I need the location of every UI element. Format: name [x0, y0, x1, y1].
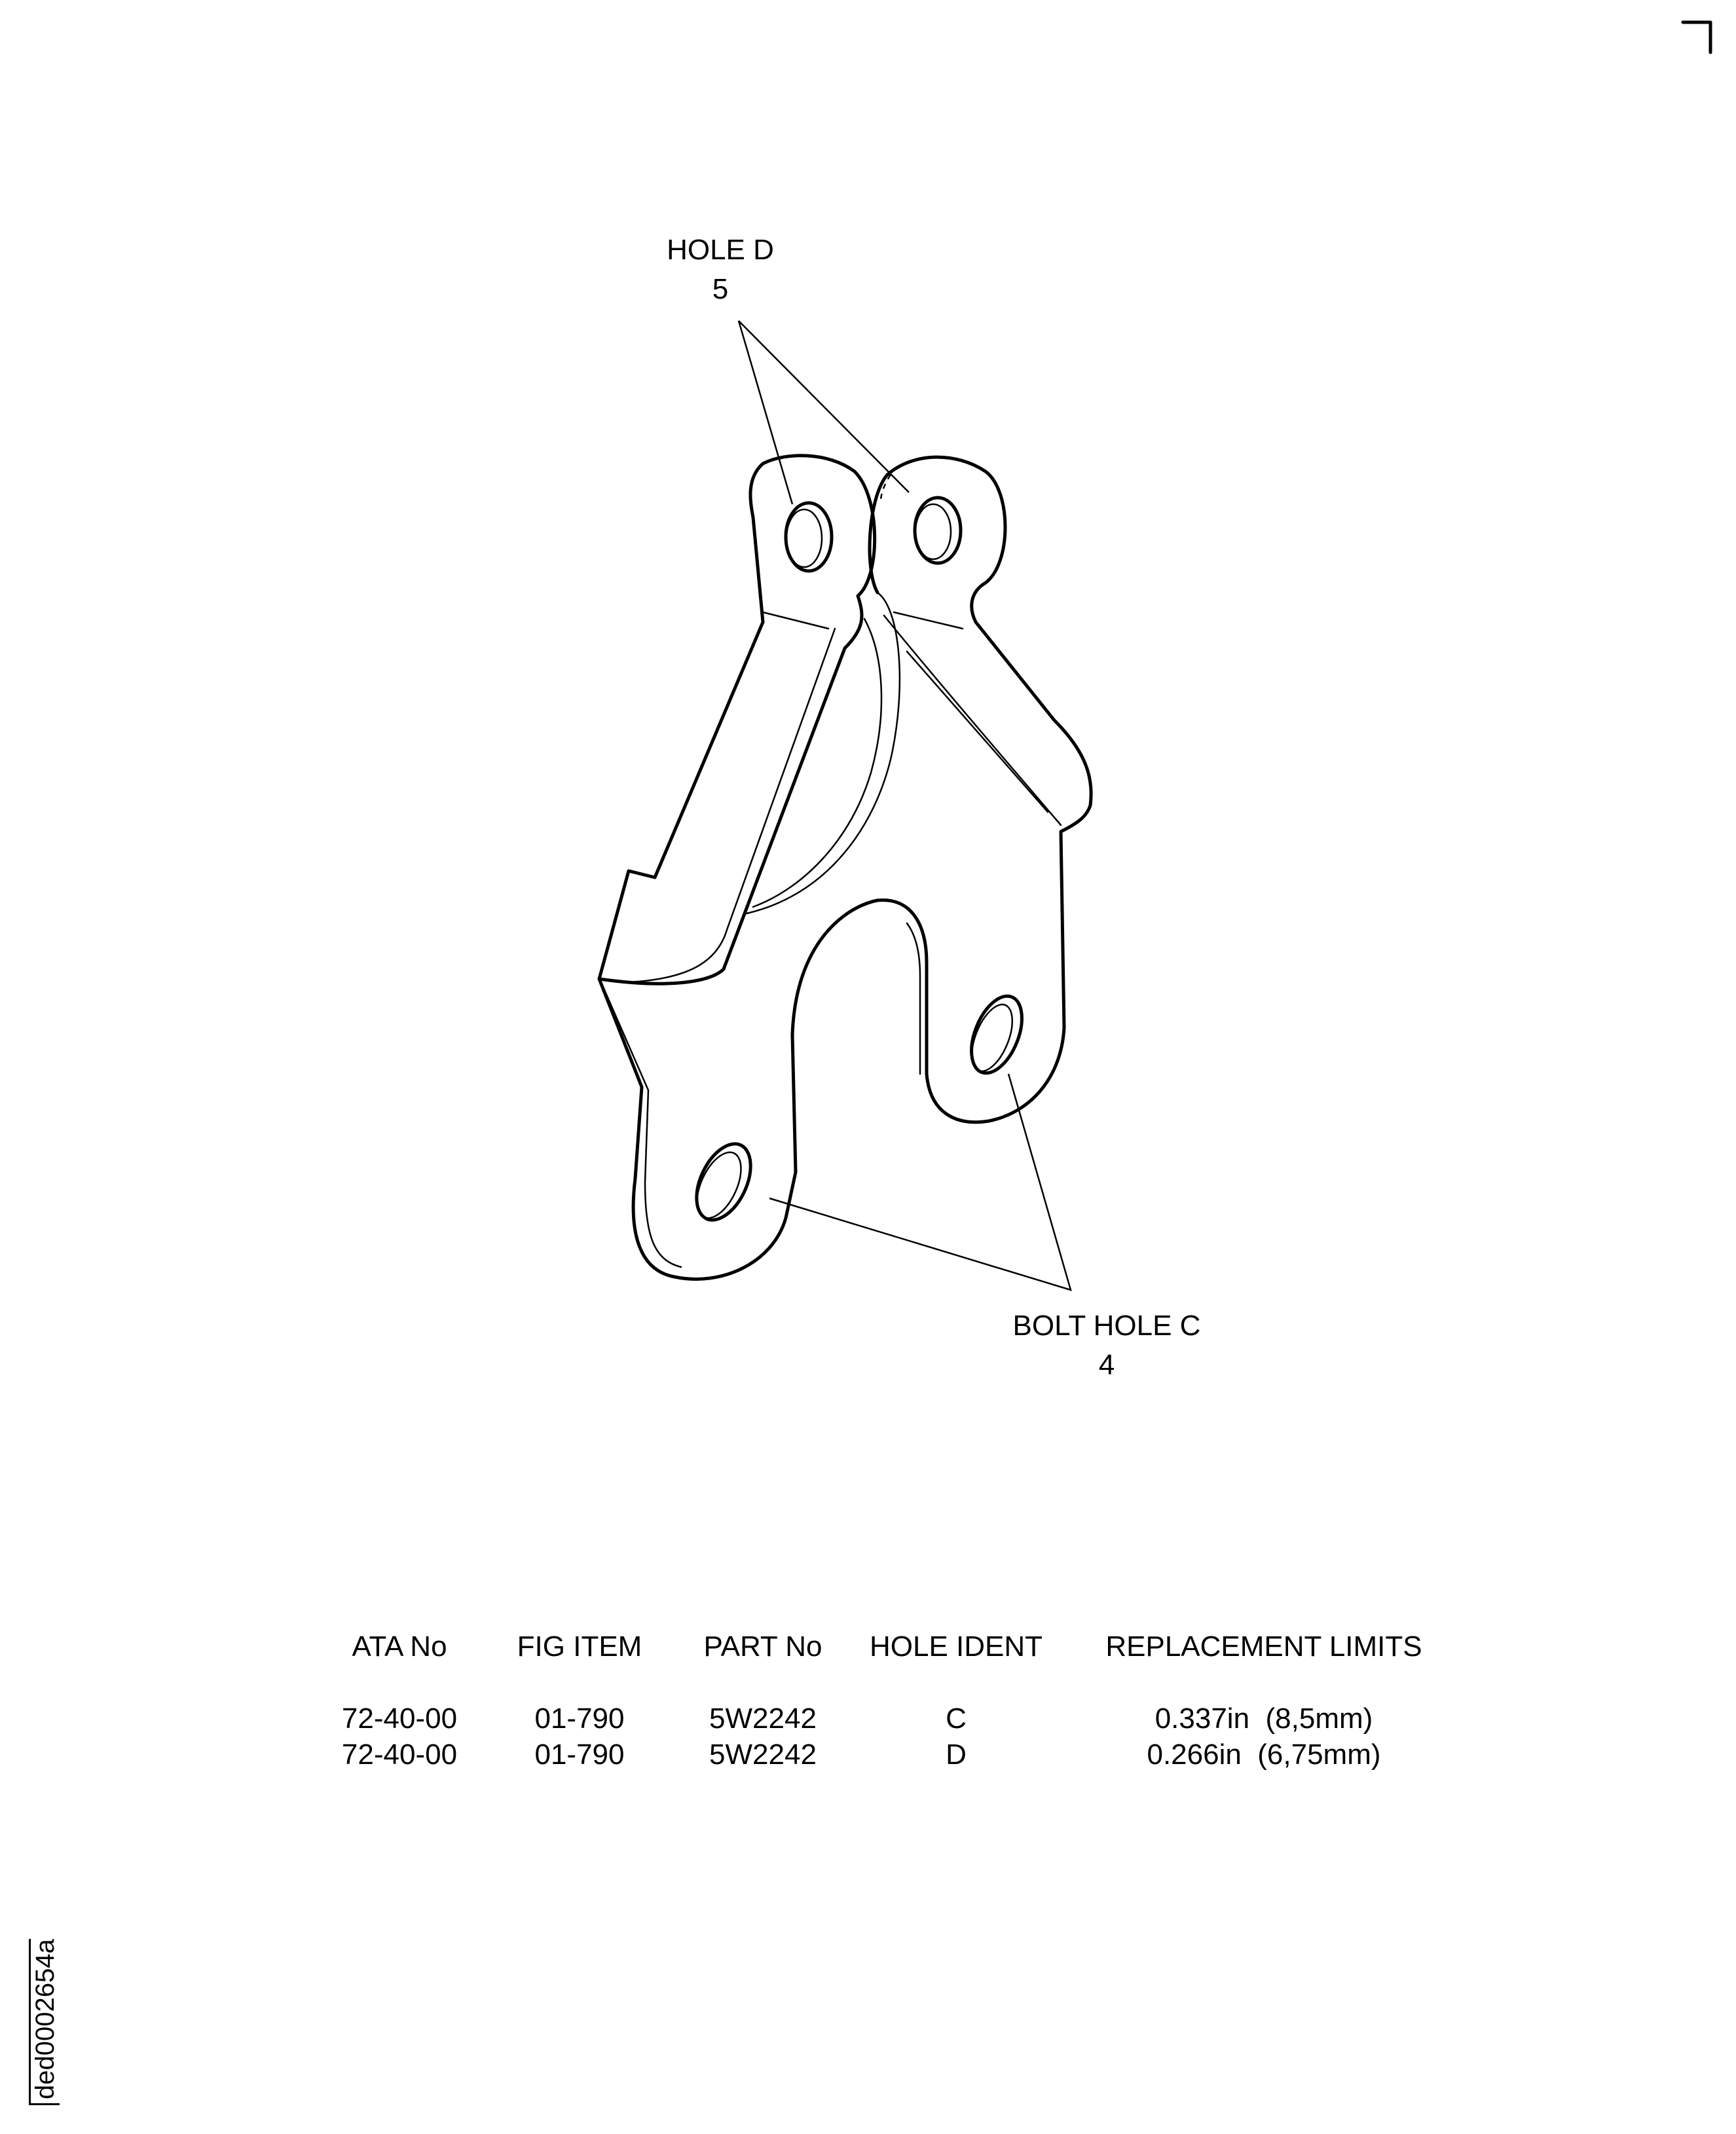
callout-hole-d-title: HOLE D: [667, 234, 774, 266]
right-arm-fold-line: [894, 612, 963, 629]
callout-hole-d-number: 5: [712, 273, 729, 305]
lower-body-edge: [602, 985, 681, 1267]
document-id: ded0002654a: [29, 1939, 60, 2105]
right-arm-edge: [884, 616, 1061, 825]
cell-ata-no: 72-40-00: [341, 1702, 458, 1735]
callout-bolt-hole-c-number: 4: [1098, 1349, 1115, 1381]
left-arm-edge: [629, 629, 835, 982]
callout-hole-d: [629, 230, 812, 309]
cell-ata-no: 72-40-00: [341, 1738, 458, 1771]
cell-part-no: 5W2242: [709, 1738, 817, 1771]
bracket-right-lug: [870, 457, 1091, 832]
header-hole-ident: HOLE IDENT: [869, 1630, 1043, 1663]
bracket-lower-body: [599, 832, 1064, 1279]
bolt-hole-c-right: [961, 989, 1032, 1080]
cell-part-no: 5W2242: [709, 1702, 817, 1735]
header-part-no: PART No: [703, 1630, 822, 1663]
crop-mark-top-right: [1683, 22, 1710, 52]
bracket-left-arm: [599, 456, 875, 984]
callout-bolt-hole-c-title: BOLT HOLE C: [1012, 1310, 1201, 1342]
leader-hole-d: [739, 321, 909, 504]
callout-bolt-hole-c: [969, 1306, 1244, 1385]
table-row: [308, 1738, 1539, 1775]
cell-fig-item: 01-790: [534, 1702, 625, 1735]
header-fig-item: FIG ITEM: [517, 1630, 642, 1663]
cell-hole-ident: D: [946, 1738, 967, 1771]
left-arm-fold-line: [763, 612, 828, 629]
bolt-hole-c-left: [686, 1135, 762, 1228]
cell-replacement-limit: 0.337in (8,5mm): [1154, 1702, 1373, 1735]
cell-replacement-limit: 0.266in (6,75mm): [1147, 1738, 1381, 1771]
cell-fig-item: 01-790: [534, 1738, 625, 1771]
header-ata-no: ATA No: [352, 1630, 447, 1663]
header-replacement-limits: REPLACEMENT LIMITS: [1105, 1630, 1422, 1663]
center-web: [747, 593, 900, 913]
table-header-row: [308, 1630, 1539, 1667]
cell-hole-ident: C: [946, 1702, 967, 1735]
table-row: [308, 1702, 1539, 1739]
